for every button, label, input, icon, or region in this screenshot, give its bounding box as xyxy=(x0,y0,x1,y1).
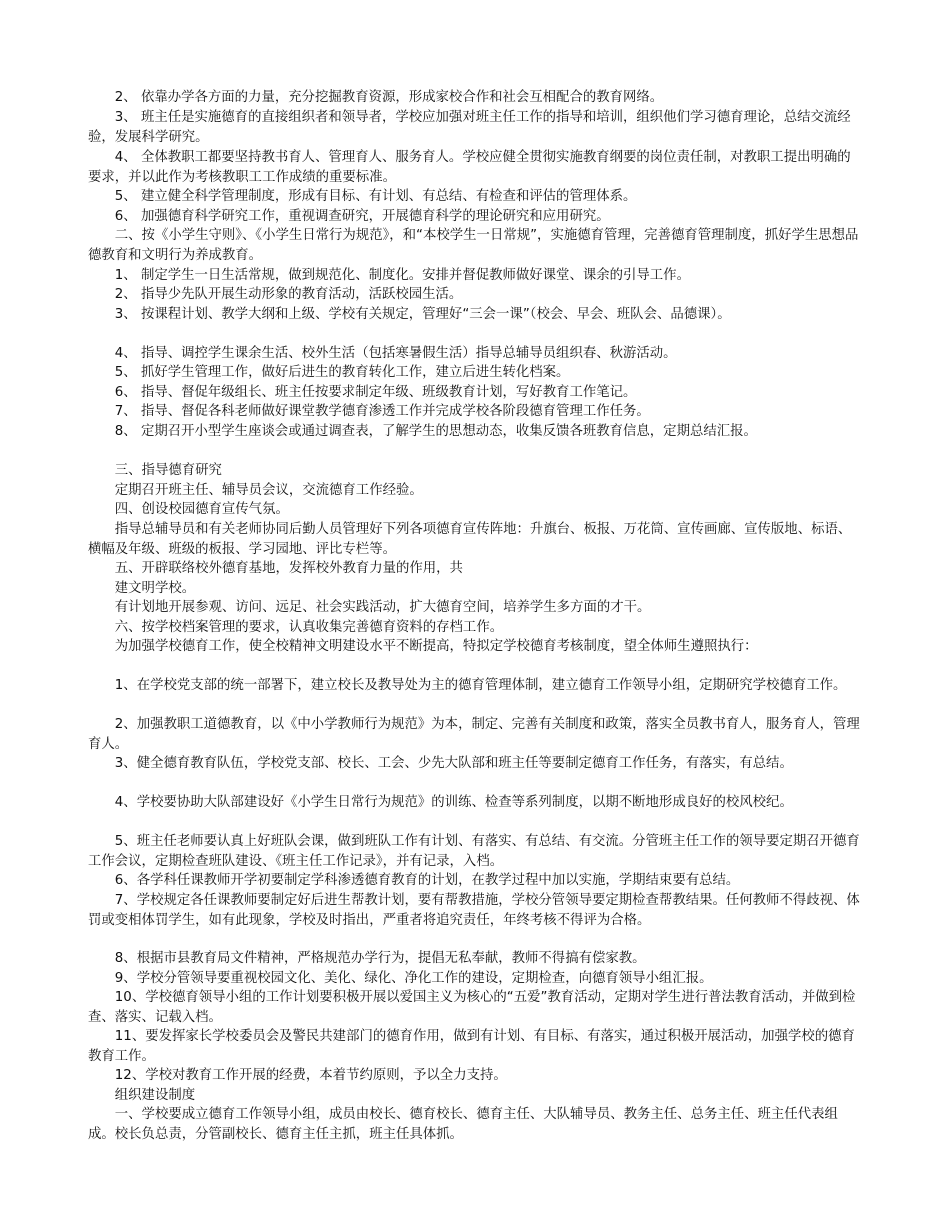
paragraph: 1、在学校党支部的统一部署下，建立校长及教导处为主的德育管理体制，建立德育工作领导小组，定期研究学校德育工作。 xyxy=(88,678,847,693)
paragraph: 7、 指导、督促各科老师做好课堂教学德育渗透工作并完成学校各阶段德育管理工作任务。 xyxy=(88,404,650,419)
paragraph: 一、学校要成立德育工作领导小组，成员由校长、德育校长、德育主任、大队辅导员、教务主任、总务主任、班主任代表组成。校长负总责，分管副校长、德育主任主抓，班主任具体抓。 xyxy=(88,1107,838,1142)
paragraph: 8、根据市县教育局文件精神，严格规范办学行为，提倡无私奉献，教师不得搞有偿家教。 xyxy=(88,951,646,966)
section-heading: 五、开辟联络校外德育基地，发挥校外教育力量的作用，共 xyxy=(88,561,463,576)
paragraph: 3、 班主任是实施德育的直接组织者和领导者，学校应加强对班主任工作的指导和培训，组织他们学习德育理论，总结交流经验，发展科学研究。 xyxy=(88,110,851,145)
paragraph: 指导总辅导员和有关老师协同后勤人员管理好下列各项德育宣传阵地：升旗台、板报、万花筒、宣传画廊、宣传版地、标语、横幅及年级、班级的板报、学习园地、评比专栏等。 xyxy=(88,522,852,557)
paragraph: 12、学校对教育工作开展的经费，本着节约原则，予以全力支持。 xyxy=(88,1068,507,1083)
paragraph: 4、 全体教职工都要坚持教书育人、管理育人、服务育人。学校应健全贯彻实施教育纲要的岗位责任制，对教职工提出明确的要求，并以此作为考核教职工工作成绩的重要标准。 xyxy=(88,150,851,185)
paragraph: 2、 指导少先队开展生动形象的教育活动，活跃校园生活。 xyxy=(88,287,463,302)
paragraph: 二、按《小学生守则》、《小学生日常行为规范》，和“本校学生一日常规”，实施德育管理，完善德育管理制度，抓好学生思想品德教育和文明行为养成教育。 xyxy=(88,228,859,263)
paragraph: 5、班主任老师要认真上好班队会课，做到班队工作有计划、有落实、有总结、有交流。分管班主任工作的领导要定期召开德育工作会议，定期检查班队建设、《班主任工作记录》，并有记录，入档。 xyxy=(88,834,860,869)
paragraph: 2、 依靠办学各方面的力量，充分挖掘教育资源，形成家校合作和社会互相配合的教育网络。 xyxy=(88,90,664,105)
paragraph: 9、学校分管领导要重视校园文化、美化、绿化、净化工作的建设，定期检查，向德育领导小组汇报。 xyxy=(88,971,713,986)
paragraph: 2、加强教职工道德教育，以《中小学教师行为规范》为本，制定、完善有关制度和政策，落实全员教书育人，服务育人，管理育人。 xyxy=(88,717,860,752)
section-heading: 六、按学校档案管理的要求，认真收集完善德育资料的存档工作。 xyxy=(88,620,504,635)
paragraph: 定期召开班主任、辅导员会议，交流德育工作经验。 xyxy=(88,483,423,498)
section-heading: 三、指导德育研究 xyxy=(88,463,222,478)
paragraph: 6、各学科任课教师开学初要制定学科渗透德育教育的计划，在教学过程中加以实施，学期结束要有总结。 xyxy=(88,873,740,888)
paragraph: 6、 加强德育科学研究工作，重视调查研究，开展德育科学的理论研究和应用研究。 xyxy=(88,209,610,224)
paragraph: 5、 建立健全科学管理制度，形成有目标、有计划、有总结、有检查和评估的管理体系。 xyxy=(88,189,637,204)
section-heading: 组织建设制度 xyxy=(88,1088,196,1103)
paragraph: 11、要发挥家长学校委员会及警民共建部门的德育作用，做到有计划、有目标、有落实，通过积极开展活动，加强学校的德育教育工作。 xyxy=(88,1029,855,1064)
paragraph: 建文明学校。 xyxy=(88,581,196,596)
paragraph: 4、学校要协助大队部建设好《小学生日常行为规范》的训练、检查等系列制度，以期不断地形成良好的校风校纪。 xyxy=(88,795,793,810)
section-heading: 四、创设校园德育宣传气氛。 xyxy=(88,502,289,517)
paragraph: 3、健全德育教育队伍，学校党支部、校长、工会、少先大队部和班主任等要制定德育工作任务，有落实，有总结。 xyxy=(88,756,793,771)
paragraph: 10、学校德育领导小组的工作计划要积极开展以爱国主义为核心的“五爱”教育活动，定期对学生进行普法教育活动，并做到检查、落实、记载入档。 xyxy=(88,990,856,1025)
paragraph: 5、 抓好学生管理工作，做好后进生的教育转化工作，建立后进生转化档案。 xyxy=(88,365,570,380)
paragraph: 1、 制定学生一日生活常规，做到规范化、制度化。安排并督促教师做好课堂、课余的引导工作。 xyxy=(88,268,690,283)
paragraph: 6、 指导、督促年级组长、班主任按要求制定年级、班级教育计划，写好教育工作笔记。 xyxy=(88,385,637,400)
paragraph: 4、 指导、调控学生课余生活、校外生活（包括寒暑假生活）指导总辅导员组织春、秋游活动。 xyxy=(88,346,677,361)
paragraph: 8、 定期召开小型学生座谈会或通过调查表，了解学生的思想动态，收集反馈各班教育信息，定期总结汇报。 xyxy=(88,424,757,439)
paragraph: 7、学校规定各任课教师要制定好后进生帮教计划，要有帮教措施，学校分管领导要定期检查帮教结果。任何教师不得歧视、体罚或变相体罚学生，如有此现象，学校及时指出，严重者将追究责任，年终考核不得评为合格。 xyxy=(88,893,860,928)
paragraph: 为加强学校德育工作，使全校精神文明建设水平不断提高，特拟定学校德育考核制度，望全体师生遵照执行： xyxy=(88,639,758,654)
paragraph: 有计划地开展参观、访问、远足、社会实践活动，扩大德育空间，培养学生多方面的才干。 xyxy=(88,600,651,615)
paragraph: 3、 按课程计划、教学大纲和上级、学校有关规定，管理好“三会一课”（校会、早会、班队会、品德课）。 xyxy=(88,307,731,322)
